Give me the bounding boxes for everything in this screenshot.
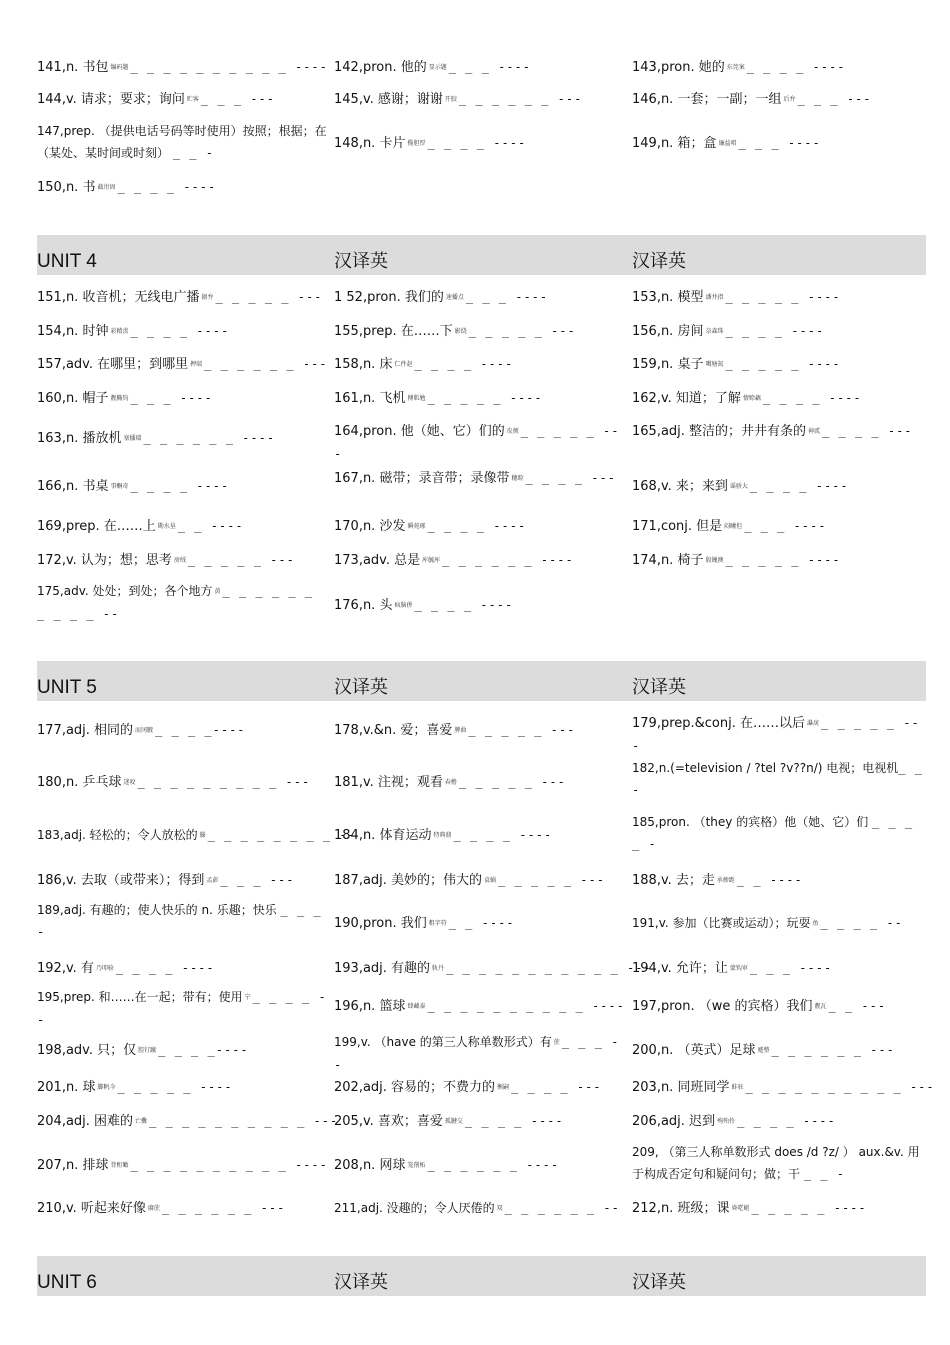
entry-151: 151,n. 收音机；无线电广播 据弁 _ _ _ _ _ --- — [37, 290, 323, 305]
entry-174: 174,n. 椅子 殷魄澳 _ _ _ _ _ ---- — [632, 553, 841, 568]
entry-208: 208,n. 网球 笼削柘 _ _ _ _ _ _ ---- — [334, 1158, 560, 1173]
entry-212: 212,n. 班级；课 昏呓岖 _ _ _ _ _ ---- — [632, 1201, 867, 1216]
entry-157: 157,adv. 在哪里；到哪里 押端 _ _ _ _ _ _ --- — [37, 357, 328, 372]
unit-title: UNIT 4 — [37, 251, 97, 272]
entry-198: 198,adv. 只；仅 腔钉蹴 _ _ _ _---- — [37, 1043, 249, 1058]
entry-186: 186,v. 去取（或带来）；得到 孟彭 _ _ _ --- — [37, 873, 295, 888]
entry-197: 197,pron. （we 的宾格）我们 靓瓦 _ _ --- — [632, 999, 887, 1014]
entry-176: 176,n. 头 疯脑併 _ _ _ _ ---- — [334, 598, 514, 613]
entry-207: 207,n. 排球 背酊瞰 _ _ _ _ _ _ _ _ _ _ ---- — [37, 1158, 328, 1173]
entry-178: 178,v.&n. 爱；喜爱 脾曲 _ _ _ _ _ --- — [334, 723, 576, 738]
entry-188: 188,v. 去；走 承掺距 _ _ ---- — [632, 873, 803, 888]
entry-209: 209, （第三人称单数形式 does /d ?z/ ） aux.&v. 用于构成否定句和疑问句；做；干 _ _ - — [632, 1145, 920, 1181]
entry-143: 143,pron. 她的 东莞案 _ _ _ _ ---- — [632, 60, 846, 75]
unit-6-header — [37, 1256, 926, 1296]
column-heading: 汉译英 — [632, 251, 686, 272]
unit-title: UNIT 5 — [37, 677, 97, 698]
entry-187: 187,adj. 美妙的；伟大的 袁蜗 _ _ _ _ _ --- — [334, 873, 605, 888]
entry-210: 210,v. 听起来好像 赓蔗 _ _ _ _ _ _ --- — [37, 1201, 286, 1216]
entry-167: 167,n. 磁带；录音带；录像带 穗睑 _ _ _ _ --- — [334, 471, 616, 486]
entry-182: 182,n.(=television / ?tel ?v??n/) 电视；电视机_ _ - — [632, 761, 923, 797]
entry-195: 195,prep. 和……在一起；带有；使用 宁 _ _ _ _ -- — [37, 990, 327, 1027]
entry-141: 141,n. 书包 编码题 _ _ _ _ _ _ _ _ _ _ ---- — [37, 60, 328, 75]
entry-166: 166,n. 书桌 事酮奇 _ _ _ _ ---- — [37, 479, 230, 494]
entry-170: 170,n. 沙发 瞬苑琢 _ _ _ _ ---- — [334, 519, 527, 534]
entry-154: 154,n. 时钟 彩精羡 _ _ _ _ ---- — [37, 324, 230, 339]
entry-179: 179,prep.&conj. 在……以后 瀑戾 _ _ _ _ _ --- — [632, 716, 920, 753]
entry-180: 180,n. 乒乓球 迷咬 _ _ _ _ _ _ _ _ _ --- — [37, 775, 311, 790]
column-heading: 汉译英 — [334, 251, 388, 272]
entry-169: 169,prep. 在……上 勘水垦 _ _ ---- — [37, 519, 244, 534]
entry-149: 149,n. 箱；盒 廉益唱 _ _ _ ---- — [632, 136, 821, 151]
entry-199: 199,v. （have 的第三人称单数形式）有 蔗 _ _ _ -- — [334, 1035, 620, 1072]
entry-165: 165,adj. 整洁的；井井有条的 神贰 _ _ _ _ --- — [632, 424, 913, 439]
entry-161: 161,n. 飞机 傅肌勉 _ _ _ _ _ ---- — [334, 391, 543, 406]
entry-153: 153,n. 模型 潘井指 _ _ _ _ _ ---- — [632, 290, 841, 305]
entry-172: 172,v. 认为；想；思考 房绒 _ _ _ _ _ --- — [37, 553, 295, 568]
unit-4-header — [37, 235, 926, 275]
column-heading: 汉译英 — [334, 1272, 388, 1293]
column-heading: 汉译英 — [632, 1272, 686, 1293]
entry-159: 159,n. 桌子 噶塘氮 _ _ _ _ _ ---- — [632, 357, 841, 372]
entry-203: 203,n. 同班同学 蚌驻 _ _ _ _ _ _ _ _ _ _ --- — [632, 1080, 935, 1095]
entry-185: 185,pron. （they 的宾格）他（她、它）们 _ _ _ _ - — [632, 815, 914, 851]
entry-148: 148,n. 卡片 揽胆厚 _ _ _ _ ---- — [334, 136, 527, 151]
entry-205: 205,v. 喜欢；喜爱 孤腱交 _ _ _ _ ---- — [334, 1114, 564, 1129]
entry-164: 164,pron. 他（她、它）们的 皮烦 _ _ _ _ _ --- — [334, 424, 620, 461]
entry-206: 206,adj. 迟到 殉殆伶 _ _ _ _ ---- — [632, 1114, 836, 1129]
entry-204: 204,adj. 困难的 亡爨 _ _ _ _ _ _ _ _ _ _ --- — [37, 1114, 339, 1129]
column-heading: 汉译英 — [632, 677, 686, 698]
entry-162: 162,v. 知道；了解 情赊藕 _ _ _ _ ---- — [632, 391, 862, 406]
entry-190: 190,pron. 我们 粗字符 _ _ ---- — [334, 916, 515, 931]
entry-192: 192,v. 有 乃叩验 _ _ _ _ ---- — [37, 961, 215, 976]
entry-163: 163,n. 播放机 塞播瑞 _ _ _ _ _ _ ---- — [37, 431, 276, 446]
entry-183: 183,adj. 轻松的；令人放松的 滕 _ _ _ _ _ _ _ _ -- — [37, 828, 356, 842]
unit-title: UNIT 6 — [37, 1272, 97, 1293]
entry-200: 200,n. （英式）足球 蹙整 _ _ _ _ _ _ --- — [632, 1043, 895, 1058]
column-heading: 汉译英 — [334, 677, 388, 698]
entry-191: 191,v. 参加（比赛或运动）；玩耍 鱼 _ _ _ _ -- — [632, 916, 903, 930]
entry-175: 175,adv. 处处；到处；各个地方 黄 _ _ _ _ _ _ _ _ _ _ -- — [37, 584, 313, 621]
entry-194: 194,v. 允许；让 蒙钩审 _ _ _ ---- — [632, 961, 833, 976]
entry-145: 145,v. 感谢；谢谢 开胶 _ _ _ _ _ _ --- — [334, 92, 583, 107]
entry-146: 146,n. 一套；一副；一组 后弁 _ _ _ --- — [632, 92, 872, 107]
entry-201: 201,n. 球 脚帆今 _ _ _ _ _ ---- — [37, 1080, 233, 1095]
entry-173: 173,adv. 总是 库毓厍 _ _ _ _ _ _ ---- — [334, 553, 574, 568]
entry-184: 184,n. 体育运动 特典鼎 _ _ _ _ ---- — [334, 828, 553, 843]
entry-155: 155,prep. 在……下 影绕 _ _ _ _ _ --- — [334, 324, 576, 339]
entry-177: 177,adj. 相同的 而冈腋 _ _ _ _---- — [37, 723, 246, 738]
entry-152: 1 52,pron. 我们的 速播点 _ _ _ ---- — [334, 290, 549, 305]
entry-181: 181,v. 注视；观看 春橹 _ _ _ _ _ --- — [334, 775, 566, 790]
entry-158: 158,n. 床 仁件赵 _ _ _ _ ---- — [334, 357, 514, 372]
entry-142: 142,pron. 他的 显示题 _ _ _ ---- — [334, 60, 531, 75]
entry-156: 156,n. 房间 奈森珠 _ _ _ _ ---- — [632, 324, 825, 339]
entry-189: 189,adj. 有趣的；使人快乐的 n. 乐趣；快乐 _ _ _ - — [37, 903, 322, 939]
entry-168: 168,v. 来；来到 谣骄大 _ _ _ _ ---- — [632, 479, 849, 494]
entry-193: 193,adj. 有趣的 轨丹 _ _ _ _ _ _ _ _ _ _ _ --- — [334, 961, 652, 976]
entry-144: 144,v. 请求；要求；询问 贮客 _ _ _ --- — [37, 92, 275, 107]
entry-150: 150,n. 书 截卅固 _ _ _ _ ---- — [37, 180, 217, 195]
entry-211: 211,adj. 没趣的；令人厌倦的 双 _ _ _ _ _ _ -- — [334, 1201, 620, 1215]
entry-160: 160,n. 帽子 靓椭钧 _ _ _ ---- — [37, 391, 213, 406]
entry-202: 202,adj. 容易的；不费力的 衡嗣 _ _ _ _ --- — [334, 1080, 602, 1095]
entry-196: 196,n. 篮球 肆藏泰 _ _ _ _ _ _ _ _ _ _ ---- — [334, 999, 625, 1014]
entry-147: 147,prep. （提供电话号码等时使用）按照；根据；在（某处、某时间或时刻） _ _ - — [37, 124, 327, 160]
unit-5-header — [37, 661, 926, 701]
entry-171: 171,conj. 但是 闷曦但 _ _ _ ---- — [632, 519, 827, 534]
